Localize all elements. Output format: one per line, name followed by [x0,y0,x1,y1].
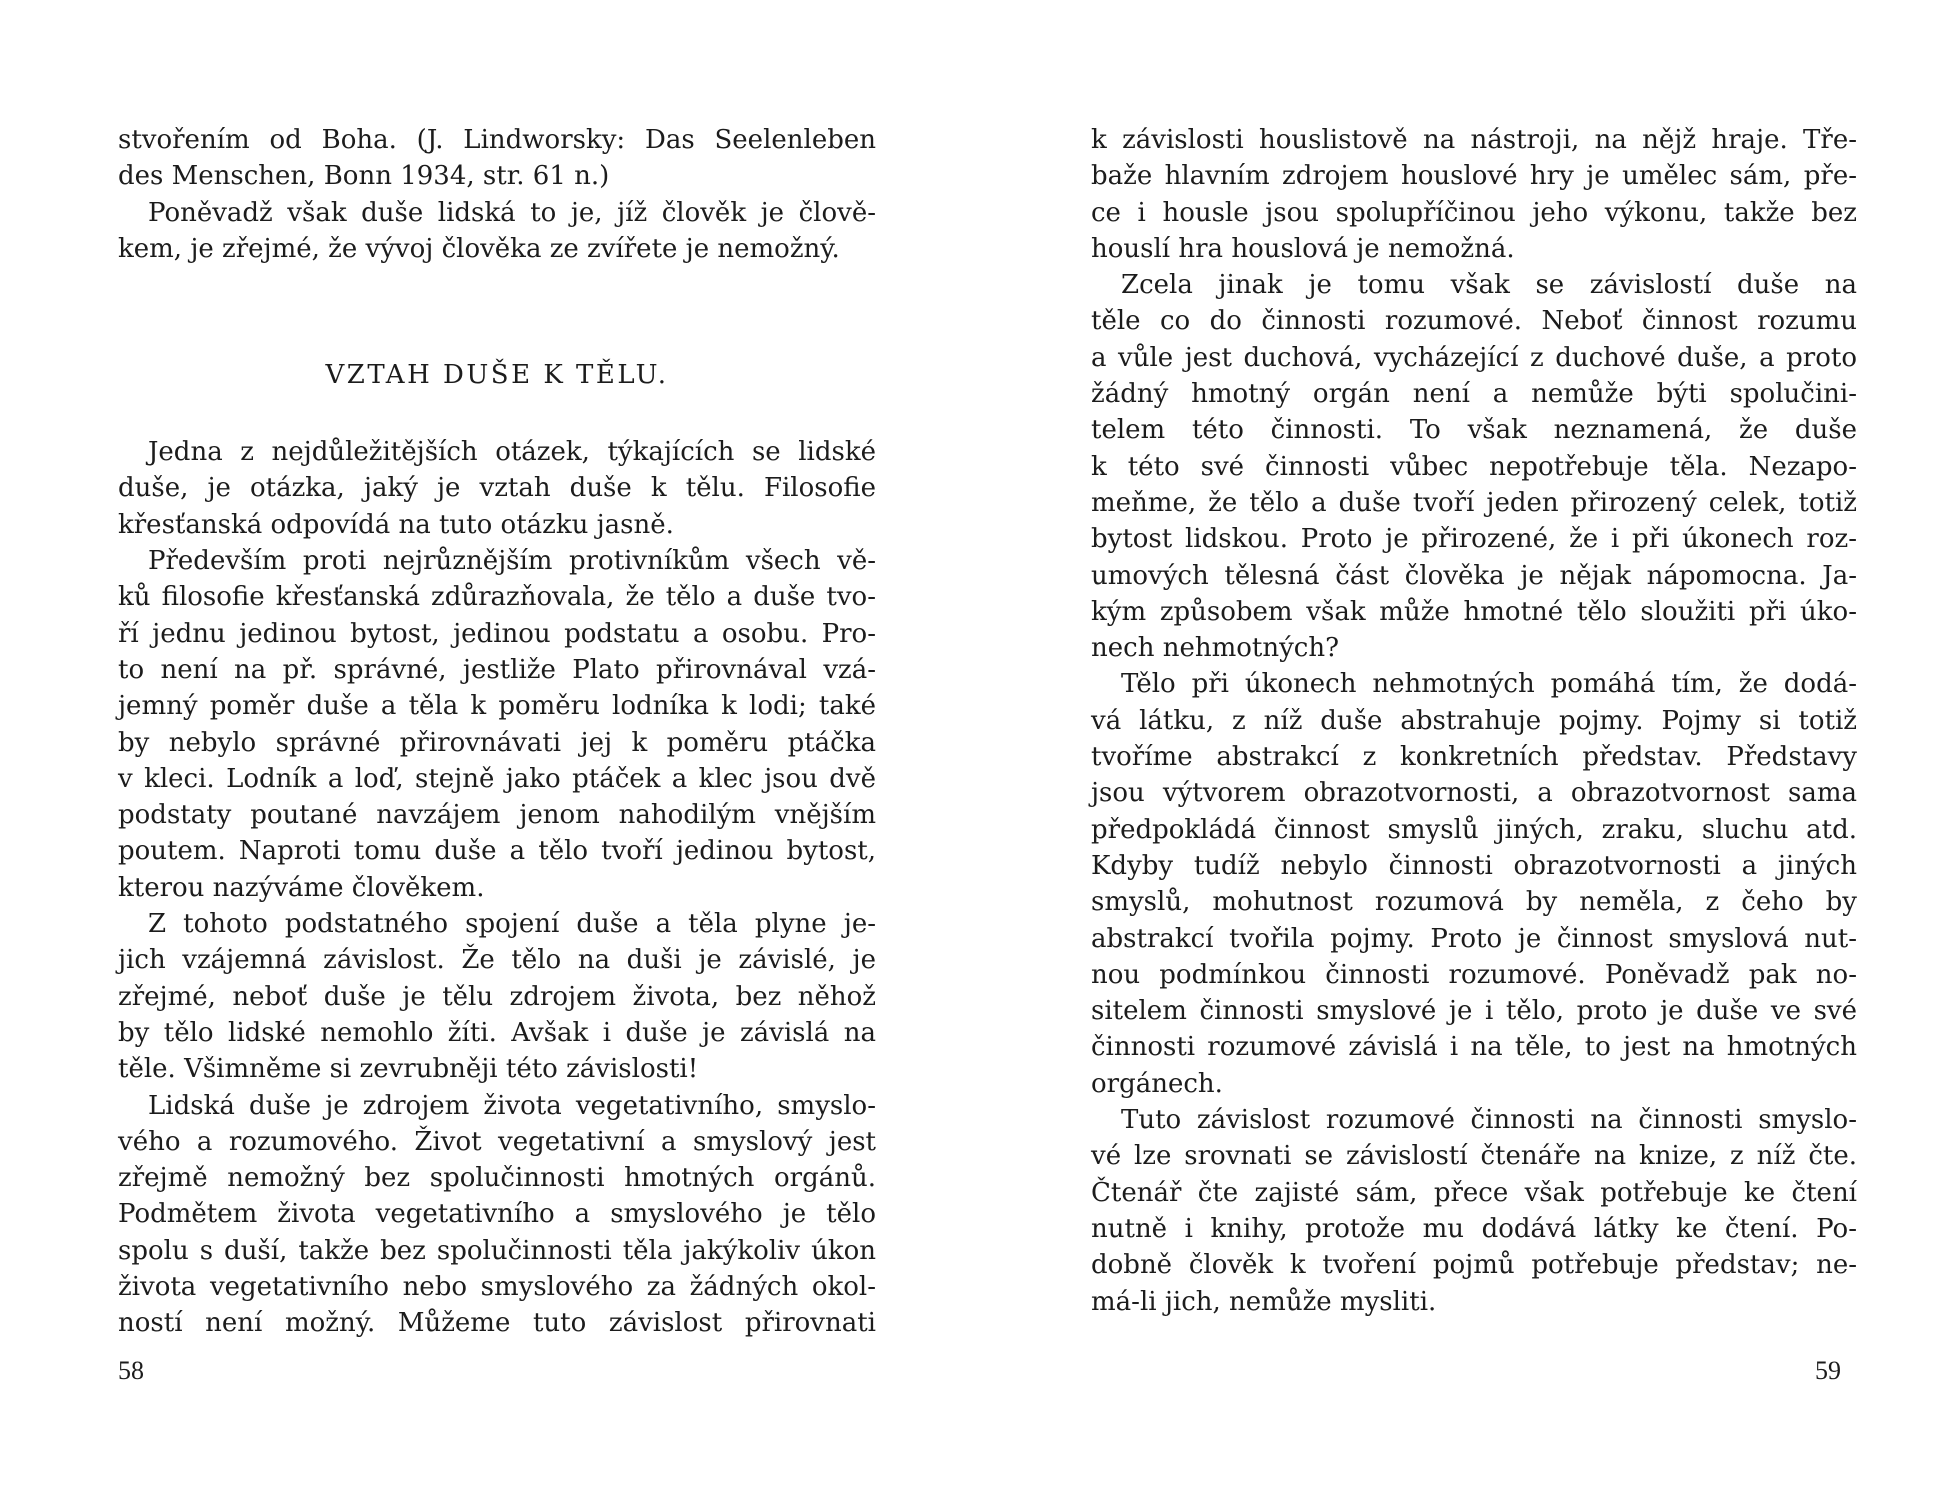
text-line: těle co do činnosti rozumové. Neboť činnost rozumu [1091,306,1857,337]
text-line: poutem. Naproti tomu duše a tělo tvoří jedinou bytost, [118,836,876,867]
text-line: Především proti nejrůznějším protivníkům všech vě- [148,546,876,577]
text-line: Tuto závislost rozumové činnosti na činnosti smyslo- [1121,1105,1857,1136]
text-line: má-li jich, nemůže mysliti. [1091,1286,1437,1317]
intro-paragraph-2 [118,195,876,268]
text-line: Podmětem života vegetativního a smyslového je tělo [118,1199,876,1230]
intro-paragraph [118,122,876,195]
text-line: k této své činnosti vůbec nepotřebuje těla. Nezapo- [1091,451,1857,482]
section-heading: VZTAH DUŠE K TĚLU. [325,360,669,391]
text-line: ností není možný. Můžeme tuto závislost přirovnati [118,1308,876,1339]
text-line: k závislosti houslistově na nástroji, na nějž hraje. Tře- [1091,125,1857,155]
text-line: kým způsobem však může hmotné tělo sloužiti při úko- [1091,596,1857,627]
text-line: Kdyby tudíž nebylo činnosti obrazotvornosti a jiných [1091,850,1857,881]
text-line: abstrakcí tvořila pojmy. Proto je činnost smyslová nut- [1091,923,1857,954]
text-line: des Menschen, Bonn 1934, str. 61 n.) [118,161,610,192]
text-line: Zcela jinak je tomu však se závislostí duše na [1121,270,1857,301]
text-line: křesťanská odpovídá na tuto otázku jasně. [118,509,674,540]
text-line: ků filosofie křesťanská zdůrazňovala, že tělo a duše tvo- [118,582,876,613]
text-line: houslí hra houslová je nemožná. [1091,233,1515,264]
page-number: 58 [118,1356,144,1385]
text-line: nutně i knihy, protože mu dodává látky ke čtení. Po- [1091,1213,1857,1244]
left-page [118,122,876,1342]
text-line: tvoříme abstrakcí z konkretních představ. Představy [1091,742,1857,773]
text-line: meňme, že tělo a duše tvoří jeden přirozený celek, totiž [1091,487,1857,518]
paragraph [1091,1102,1857,1320]
text-line: zřejmé, neboť duše je tělu zdrojem života, bez něhož [118,981,876,1012]
page-number: 59 [1815,1356,1841,1385]
text-line: jich vzájemná závislost. Že tělo na duši je závislé, je [118,945,876,976]
text-line: to není na př. správné, jestliže Plato přirovnával vzá- [118,654,876,685]
text-line: duše, je otázka, jaký je vztah duše k tělu. Filosofie [118,473,876,504]
text-line: činnosti rozumové závislá i na těle, to jest na hmotných [1091,1032,1857,1063]
text-line: dobně člověk k tvoření pojmů potřebuje představ; ne- [1091,1250,1857,1281]
text-line: orgánech. [1091,1068,1223,1099]
text-line: Z tohoto podstatného spojení duše a těla plyne je- [148,909,876,940]
text-line: těle. Všimněme si zevrubněji této závislosti! [118,1054,699,1085]
text-line: Lidská duše je zdrojem života vegetativního, smyslo- [148,1090,876,1121]
text-line: Čtenář čte zajisté sám, přece však potřebuje ke čtení [1091,1177,1857,1208]
text-line: Jedna z nejdůležitějších otázek, týkajících se lidské [148,437,876,468]
text-line: stvořením od Boha. (J. Lindworsky: Das Seelenleben [118,125,876,155]
text-line: baže hlavním zdrojem houslové hry je umělec sám, pře- [1091,161,1857,192]
paragraph [118,434,876,543]
paragraph [118,543,876,906]
text-line: v kleci. Lodník a loď, stejně jako ptáček a klec jsou dvě [118,763,876,794]
text-line: spolu s duší, takže bez spolučinnosti těla jakýkoliv úkon [118,1235,876,1266]
text-line: by tělo lidské nemohlo žíti. Avšak i duše je závislá na [118,1017,876,1048]
text-line: Tělo při úkonech nehmotných pomáhá tím, že dodá- [1121,669,1857,700]
paragraph [118,1088,876,1342]
text-line: ce i housle jsou spolupříčinou jeho výkonu, takže bez [1091,197,1857,228]
text-line: jemný poměr duše a těla k poměru lodníka k lodi; také [118,691,876,722]
text-line: umových tělesná část člověka je nějak nápomocna. Ja- [1091,560,1857,591]
text-line: Poněvadž však duše lidská to je, jíž člověk je člově- [148,197,876,228]
text-line: nou podmínkou činnosti rozumové. Poněvadž pak no- [1091,959,1857,990]
text-line: sitelem činnosti smyslové je i tělo, proto je duše ve své [1091,996,1857,1027]
text-line: jsou výtvorem obrazotvornosti, a obrazotvornost sama [1091,778,1857,809]
text-line: života vegetativního nebo smyslového za žádných okol- [118,1272,876,1303]
right-page [1091,122,1857,1320]
text-line: zřejmě nemožný bez spolučinnosti hmotných orgánů. [118,1163,876,1194]
text-line: vá látku, z níž duše abstrahuje pojmy. Pojmy si totiž [1091,705,1857,736]
text-line: telem této činnosti. To však neznamená, že duše [1091,415,1857,446]
text-line: žádný hmotný orgán není a nemůže býti spolučini- [1091,379,1857,410]
paragraph [118,906,876,1087]
paragraph [1091,122,1857,267]
text-line: a vůle jest duchová, vycházející z duchové duše, a proto [1091,342,1857,373]
text-line: smyslů, mohutnost rozumová by neměla, z čeho by [1091,887,1857,918]
text-line: předpokládá činnost smyslů jiných, zraku, sluchu atd. [1091,814,1857,845]
paragraph [1091,666,1857,1102]
text-line: ří jednu jedinou bytost, jedinou podstatu a osobu. Pro- [118,618,876,649]
text-line: bytost lidskou. Proto je přirozené, že i při úkonech roz- [1091,524,1857,555]
text-line: podstaty poutané navzájem jenom nahodilým vnějším [118,800,876,831]
text-line: nech nehmotných? [1091,633,1340,664]
text-line: kem, je zřejmé, že vývoj člověka ze zvířete je nemožný. [118,233,840,264]
text-line: by nebylo správné přirovnávati jej k poměru ptáčka [118,727,876,758]
text-line: vého a rozumového. Život vegetativní a smyslový jest [118,1126,876,1157]
text-line: kterou nazýváme člověkem. [118,872,485,903]
paragraph [1091,267,1857,666]
text-line: vé lze srovnati se závislostí čtenáře na knize, z níž čte. [1091,1141,1857,1172]
